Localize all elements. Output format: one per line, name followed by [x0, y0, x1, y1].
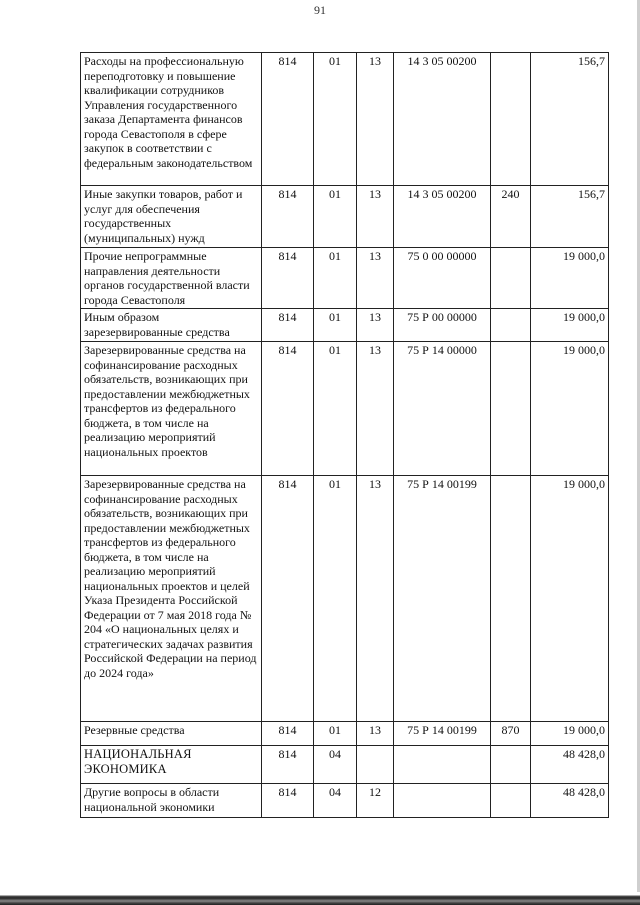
row-expense-type — [491, 784, 531, 818]
row-name: Иным образом зарезервированные средства — [81, 309, 262, 342]
row-subsection: 13 — [357, 248, 394, 309]
row-section: 04 — [314, 746, 357, 784]
row-amount: 19 000,0 — [531, 248, 609, 309]
row-name: Зарезервированные средства на софинансирование расходных обязательств, возникающих при предоставлении межбюджетных трансфертов из федерального бюджета, в том числе на реализацию мероприятий национальных проектов — [81, 342, 262, 476]
row-grbs: 814 — [262, 746, 314, 784]
row-grbs: 814 — [262, 309, 314, 342]
row-amount: 156,7 — [531, 186, 609, 248]
row-expense-type — [491, 342, 531, 476]
table-row — [81, 186, 609, 248]
row-section: 01 — [314, 342, 357, 476]
row-grbs: 814 — [262, 248, 314, 309]
row-name: НАЦИОНАЛЬНАЯ ЭКОНОМИКА — [81, 746, 262, 784]
row-amount: 19 000,0 — [531, 476, 609, 722]
row-grbs: 814 — [262, 53, 314, 186]
row-amount: 156,7 — [531, 53, 609, 186]
row-name: Иные закупки товаров, работ и услуг для обеспечения государственных (муниципальных) нужд — [81, 186, 262, 248]
row-grbs: 814 — [262, 476, 314, 722]
row-expense-type — [491, 309, 531, 342]
row-amount: 48 428,0 — [531, 784, 609, 818]
row-subsection: 13 — [357, 722, 394, 746]
row-amount: 48 428,0 — [531, 746, 609, 784]
page-number: 91 — [314, 3, 326, 17]
scan-edge-bottom — [0, 892, 640, 905]
row-name: Резервные средства — [81, 722, 262, 746]
row-grbs: 814 — [262, 722, 314, 746]
row-subsection: 13 — [357, 53, 394, 186]
row-name: Зарезервированные средства на софинансирование расходных обязательств, возникающих при предоставлении межбюджетных трансфертов из федерального бюджета, в том числе на реализацию мероприятий национальных проектов и целей Указа Президента Российской Федерации от 7 мая 2018 года № 204 «О национальных целях и стратегических задачах развития Российской Федерации на период до 2024 года» — [81, 476, 262, 722]
table-row — [81, 784, 609, 818]
table-row — [81, 342, 609, 476]
table-row — [81, 746, 609, 784]
row-expense-type — [491, 746, 531, 784]
row-subsection: 12 — [357, 784, 394, 818]
row-subsection: 13 — [357, 309, 394, 342]
row-name: Расходы на профессиональную переподготовку и повышение квалификации сотрудников Управления государственного заказа Департамента финансов города Севастополя в сфере закупок в соответствии с федеральным законодательством — [81, 53, 262, 186]
table-row — [81, 248, 609, 309]
row-expense-type: 870 — [491, 722, 531, 746]
table-row — [81, 476, 609, 722]
row-amount: 19 000,0 — [531, 342, 609, 476]
row-subsection — [357, 746, 394, 784]
row-section: 01 — [314, 476, 357, 722]
table-row — [81, 53, 609, 186]
row-expense-type — [491, 53, 531, 186]
row-expense-type — [491, 476, 531, 722]
row-target-article: 75 Р 00 00000 — [394, 309, 491, 342]
row-expense-type — [491, 248, 531, 309]
row-grbs: 814 — [262, 342, 314, 476]
table-row — [81, 722, 609, 746]
row-target-article: 75 Р 14 00000 — [394, 342, 491, 476]
table-row — [81, 309, 609, 342]
row-amount: 19 000,0 — [531, 309, 609, 342]
row-section: 01 — [314, 186, 357, 248]
row-grbs: 814 — [262, 186, 314, 248]
row-name: Другие вопросы в области национальной экономики — [81, 784, 262, 818]
row-grbs: 814 — [262, 784, 314, 818]
row-target-article: 75 Р 14 00199 — [394, 722, 491, 746]
row-amount: 19 000,0 — [531, 722, 609, 746]
row-subsection: 13 — [357, 342, 394, 476]
row-subsection: 13 — [357, 476, 394, 722]
row-name: Прочие непрограммные направления деятельности органов государственной власти города Севастополя — [81, 248, 262, 309]
row-target-article: 14 3 05 00200 — [394, 186, 491, 248]
row-expense-type: 240 — [491, 186, 531, 248]
row-target-article: 14 3 05 00200 — [394, 53, 491, 186]
budget-table — [80, 52, 609, 818]
row-section: 04 — [314, 784, 357, 818]
row-subsection: 13 — [357, 186, 394, 248]
row-target-article: 75 0 00 00000 — [394, 248, 491, 309]
row-section: 01 — [314, 722, 357, 746]
row-target-article — [394, 784, 491, 818]
row-target-article: 75 Р 14 00199 — [394, 476, 491, 722]
row-section: 01 — [314, 53, 357, 186]
row-target-article — [394, 746, 491, 784]
row-section: 01 — [314, 248, 357, 309]
row-section: 01 — [314, 309, 357, 342]
